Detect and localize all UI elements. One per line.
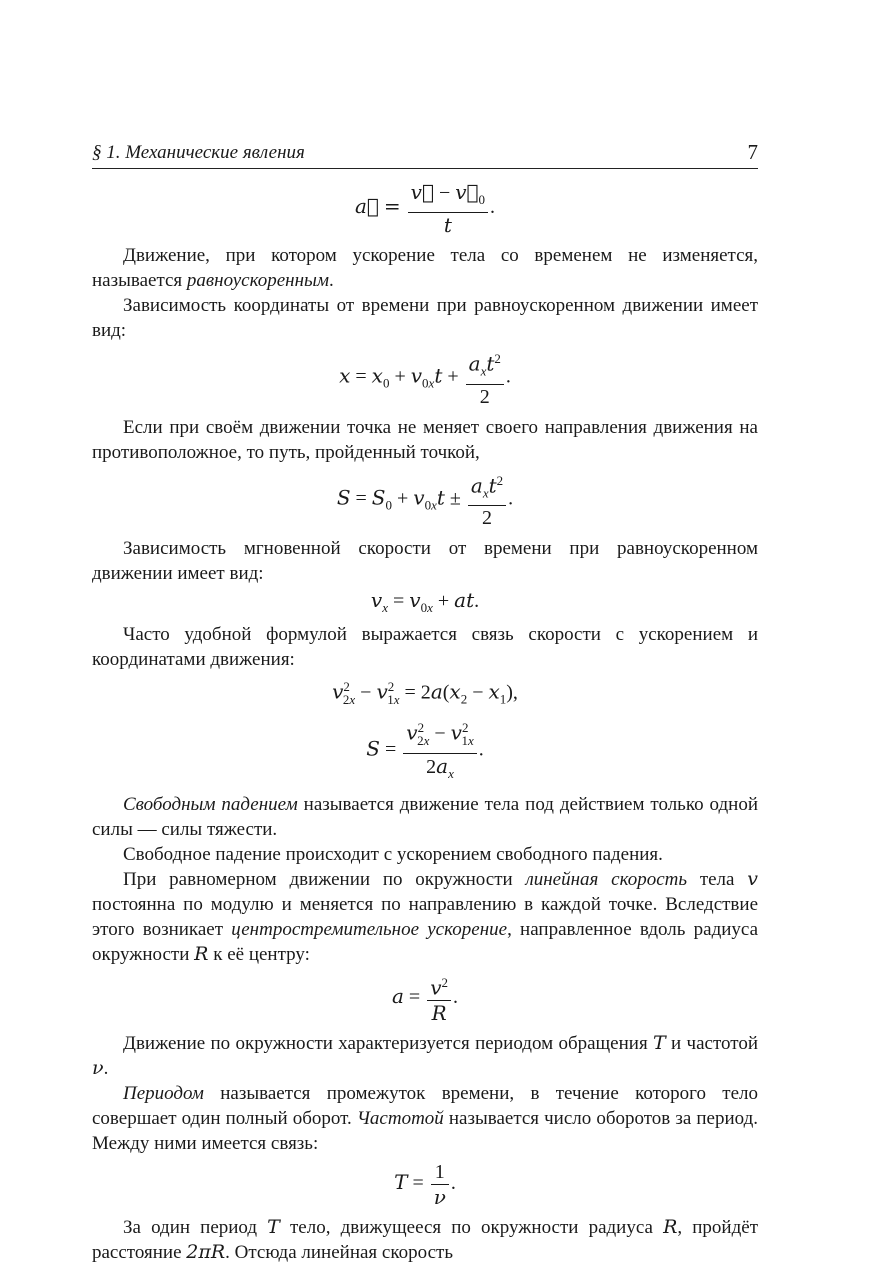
- paragraph: Зависимость мгновенной скорости от времени при равноускоренном движении имеет вид:: [92, 538, 758, 585]
- paragraph: Свободным падением называется движение тела под действием только одной силы — силы тяжести.: [92, 793, 759, 840]
- formula-acceleration: a⃗ = $\frac{v⃗ - v⃗_0}{t}$ .: [354, 180, 496, 237]
- paragraph: Движение по окружности характеризуется периодом обращения T и частотой ν.: [92, 1032, 758, 1080]
- page-body: [92, 176, 758, 1265]
- formula-centripetal: a = $\frac{v^2}{R}$ .: [92, 971, 758, 1026]
- formula-coordinate: $x = x_0 + v_{0x}t$ + $\frac{a_xt^2}{2}$ .: [92, 347, 758, 409]
- formula-path: $S = S_0 + v_{0x}t$ ± $\frac{a_xt^2}{2}$ .: [92, 469, 758, 531]
- paragraph: Движение, при котором ускорение тела со временем не изменяется, называется равноускоренным.: [92, 245, 758, 291]
- paragraph: За один период T тело, движущееся по окружности радиуса R, пройдёт расстояние 2πR. Отсюда линейная скорость: [92, 1216, 759, 1264]
- paragraph: Если при своём движении точка не меняет своего направления движения на противоположное, то путь, пройденный точкой,: [92, 416, 758, 463]
- paragraph: Периодом называется промежуток времени, в течение которого тело совершает один полный оборот. Частотой называется число оборотов за период. Между ними имеется связь:: [92, 1083, 758, 1155]
- paragraph: Свободное падение происходит с ускорением свободного падения.: [123, 843, 663, 865]
- paragraph: Часто удобной формулой выражается связь скорости с ускорением и координатами движения:: [92, 624, 758, 671]
- formula-velocity: $v_x = v_{0x}$ + at.: [370, 588, 480, 616]
- paragraph: Зависимость координаты от времени при равноускоренном движении имеет вид:: [92, 295, 758, 341]
- formula-velocity-squared: $v^2_{2x} - v^2_{1x} = 2a(x_2 - x_1)$,: [332, 679, 518, 707]
- paragraph: При равномерном движении по окружности линейная скорость тела v постоянна по модулю и меняется по направлению в каждой точке. Вследствие этого возникает центростремительное ускорение, направленное вдоль радиуса окружности R к её центру:: [92, 867, 758, 965]
- section-title: § 1. Механические явления: [92, 142, 305, 163]
- formula-period: T = $\frac{1}{\nu}$ .: [394, 1161, 456, 1210]
- running-header: [92, 140, 758, 169]
- page-number: 7: [747, 140, 758, 164]
- formula-distance: S = $\frac{v^2_{2x} - v^2_{1x}}{2a_x}$ .: [92, 716, 758, 786]
